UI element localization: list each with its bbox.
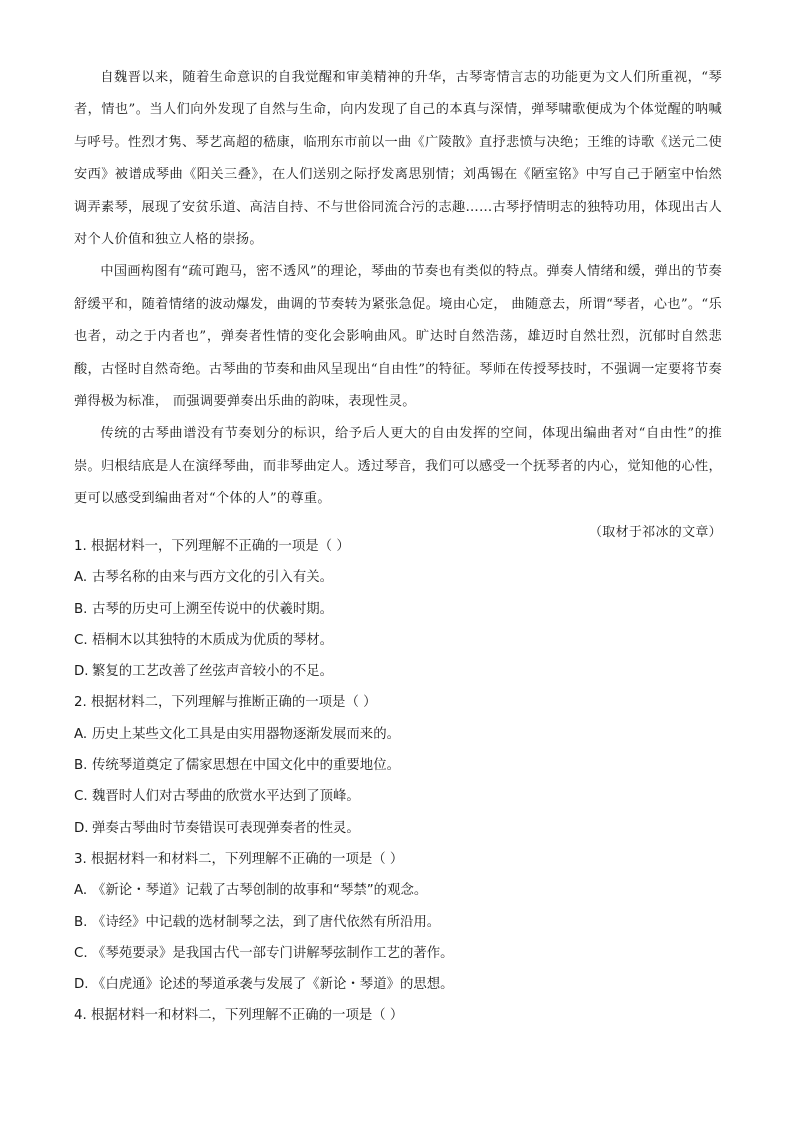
question-list — [74, 531, 722, 1032]
question-4-stem: 4. 根据材料一和材料二，下列理解不正确的一项是（ ） — [74, 1008, 404, 1024]
option-letter: B. — [74, 601, 88, 617]
question-2-option-d — [74, 813, 722, 844]
question-3-option-b — [74, 907, 722, 938]
question-1-option-a — [74, 562, 722, 593]
question-3-option-a — [74, 875, 722, 906]
option-text: 繁复的工艺改善了丝弦声音较小的不足。 — [92, 664, 334, 680]
option-text: 古琴的历史可上溯至传说中的伏羲时期。 — [92, 601, 334, 617]
option-letter: D. — [74, 820, 89, 836]
option-text: 《诗经》中记载的选材制琴之法，到了唐代依然有所沿用。 — [92, 914, 441, 930]
option-letter: A. — [74, 570, 88, 586]
option-text: 《琴苑要录》是我国古代一部专门讲解琴弦制作工艺的著作。 — [92, 945, 454, 961]
question-3-option-c — [74, 938, 722, 969]
passage-source: （取材于祁冰的文章） — [588, 524, 722, 540]
option-text: 《白虎通》论述的琴道承袭与发展了《新论・琴道》的思想。 — [92, 977, 454, 993]
question-2-option-a — [74, 719, 722, 750]
option-text: 《新论・琴道》记载了古琴创制的故事和“琴禁”的观念。 — [92, 883, 428, 899]
option-text: 魏晋时人们对古琴曲的欣赏水平达到了顶峰。 — [92, 789, 360, 805]
question-3-stem: 3. 根据材料一和材料二，下列理解不正确的一项是（ ） — [74, 851, 404, 867]
passage-paragraph-2: 中国画构图有“疏可跑马，密不透风”的理论，琴曲的节奏也有类似的特点。弹奏人情绪和缓，弹出的节奏舒缓平和，随着情绪的波动爆发，曲调的节奏转为紧张急促。境由心定， 曲随意去，所谓“琴者，心也”。“乐也者，动之于内者也”，弹奏者性情的变化会影响曲风。旷达时自然浩荡，雄迈时自然壮烈，沉郁时自然悲酸，古怪时自然奇绝。古琴曲的节奏和曲风呈现出“自由性”的特征。琴师在传授琴技时，不强调一定要将节奏弹得极为标准， 而强调要弹奏出乐曲的韵味，表现性灵。 — [74, 264, 722, 410]
question-1-stem: 1. 根据材料一，下列理解不正确的一项是（ ） — [74, 539, 350, 554]
question-1-option-c — [74, 625, 722, 656]
passage-paragraph-1: 自魏晋以来，随着生命意识的自我觉醒和审美精神的升华，古琴寄情言志的功能更为文人们所重视，“琴者，情也”。当人们向外发现了自然与生命，向内发现了自己的本真与深情，弹琴啸歌便成为个体觉醒的呐喊与呼号。性烈才隽、琴艺高超的嵇康，临刑东市前以一曲《广陵散》直抒悲愤与决绝；王维的诗歌《送元二使安西》被谱成琴曲《阳关三叠》，在人们送别之际抒发离思别情；刘禹锡在《陋室铭》中写自己于陋室中怡然调弄素琴，展现了安贫乐道、高洁自持、不与世俗同流合污的志趣……古琴抒情明志的独特功用，体现出古人对个人价值和独立人格的崇扬。 — [74, 70, 722, 248]
question-2-option-b — [74, 750, 722, 781]
option-text: 传统琴道奠定了儒家思想在中国文化中的重要地位。 — [92, 758, 400, 774]
option-letter: B. — [74, 758, 88, 774]
option-letter: A. — [74, 883, 88, 899]
option-text: 梧桐木以其独特的木质成为优质的琴材。 — [92, 632, 334, 648]
reading-passage — [74, 62, 722, 548]
option-letter: A. — [74, 726, 88, 742]
question-3-option-d — [74, 969, 722, 1000]
option-letter: C. — [74, 945, 88, 961]
option-text: 历史上某些文化工具是由实用器物逐渐发展而来的。 — [92, 726, 400, 742]
option-letter: B. — [74, 914, 88, 930]
question-2-option-c — [74, 781, 722, 812]
option-letter: C. — [74, 632, 88, 648]
question-2-stem: 2. 根据材料二，下列理解与推断正确的一项是（ ） — [74, 695, 377, 711]
option-letter: D. — [74, 664, 89, 680]
option-letter: D. — [74, 977, 89, 993]
option-text: 古琴名称的由来与西方文化的引入有关。 — [92, 570, 334, 586]
question-1-option-b — [74, 594, 722, 625]
option-text: 弹奏古琴曲时节奏错误可表现弹奏者的性灵。 — [92, 820, 360, 836]
question-1-option-d — [74, 656, 722, 687]
option-letter: C. — [74, 789, 88, 805]
passage-paragraph-3: 传统的古琴曲谱没有节奏划分的标识，给予后人更大的自由发挥的空间，体现出编曲者对“自由性”的推崇。归根结底是人在演绎琴曲，而非琴曲定人。透过琴音，我们可以感受一个抚琴者的内心，觉知他的心性，更可以感受到编曲者对“个体的人”的尊重。 — [74, 426, 722, 507]
